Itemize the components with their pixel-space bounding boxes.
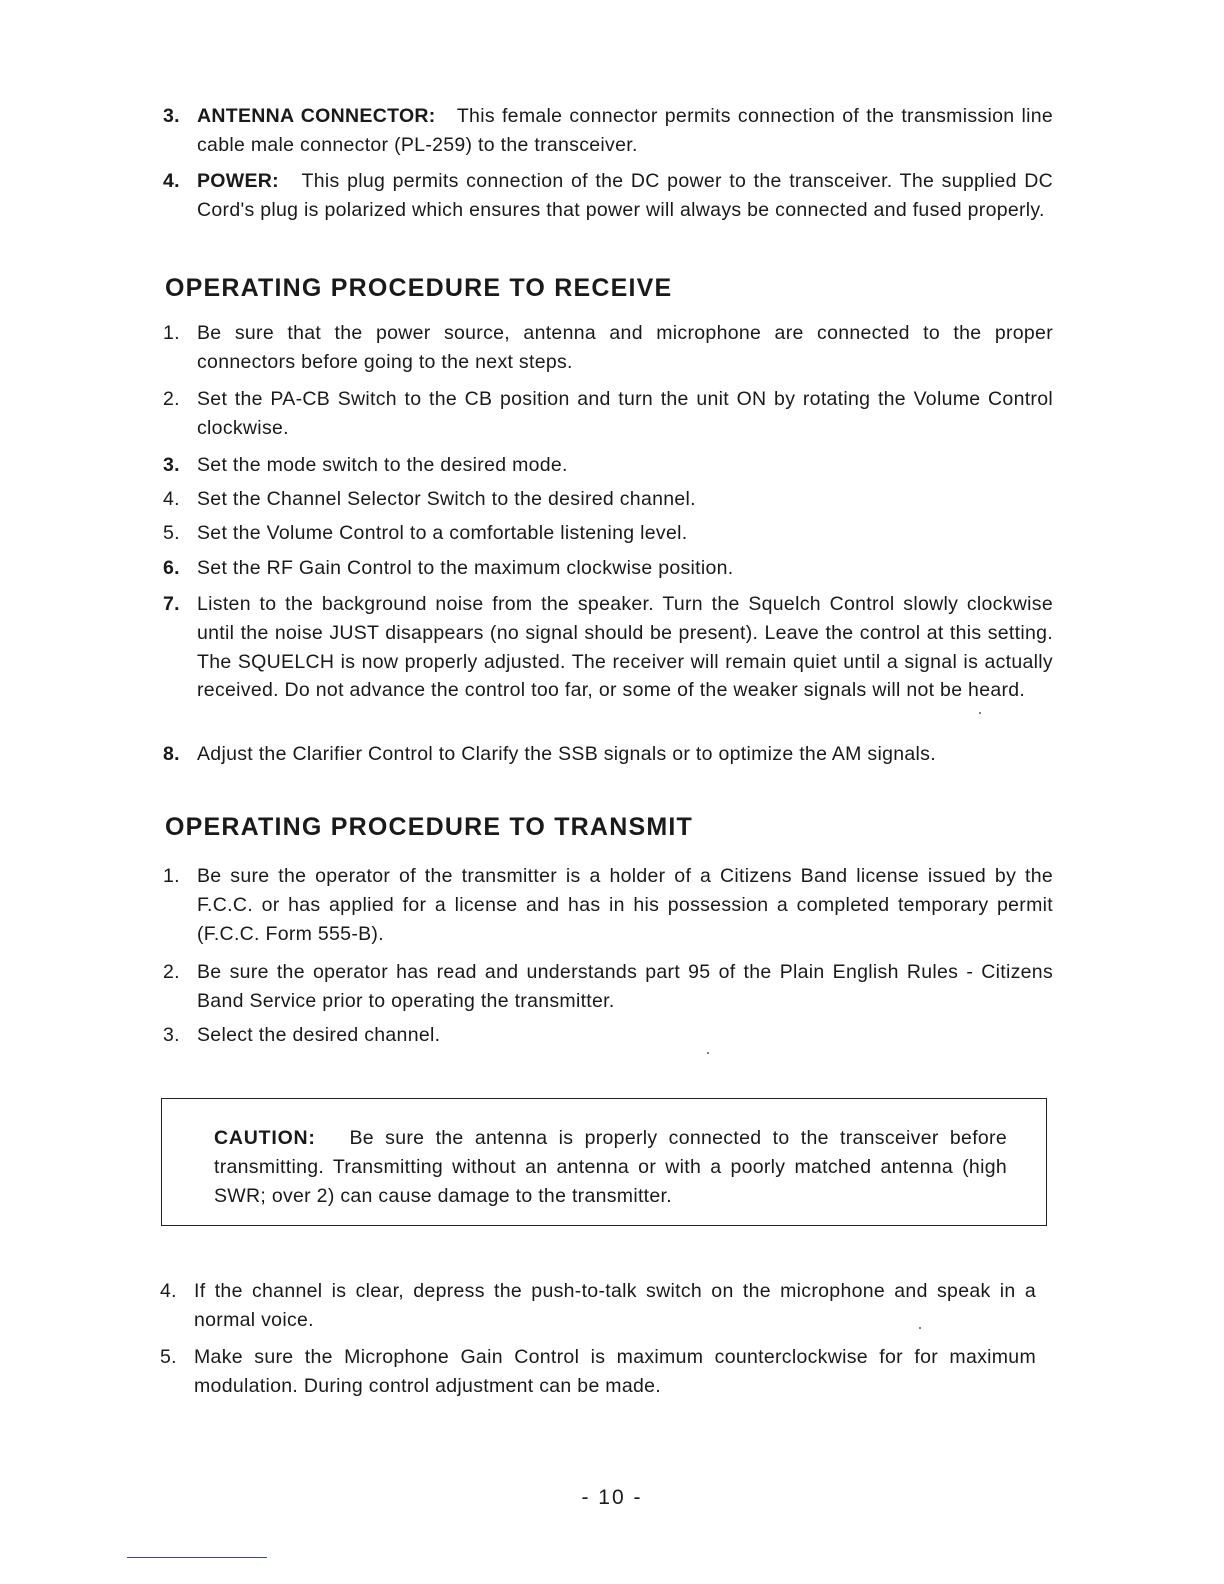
item-text: Set the Channel Selector Switch to the desired channel. (197, 488, 696, 510)
section-heading-transmit: OPERATING PROCEDURE TO TRANSMIT (165, 813, 693, 841)
page-number: - 10 - (581, 1486, 643, 1509)
list-item (163, 319, 1053, 377)
list-item (163, 1021, 1053, 1050)
item-text: Make sure the Microphone Gain Control is maximum counterclockwise for for maximum modulation. During control adjustment can be made. (194, 1346, 1036, 1397)
item-number: 5. (160, 1346, 177, 1368)
list-item (163, 385, 1053, 443)
list-item (163, 958, 1053, 1016)
item-label: ANTENNA CONNECTOR: (197, 105, 436, 127)
item-text: Select the desired channel. (197, 1024, 441, 1046)
item-label: POWER: (197, 170, 279, 192)
item-text: Adjust the Clarifier Control to Clarify the SSB signals or to optimize the AM signals. (197, 743, 936, 765)
list-item (163, 862, 1053, 948)
item-number: 7. (163, 593, 180, 615)
item-number: 3. (163, 105, 180, 127)
caution-label: CAUTION: (214, 1127, 316, 1149)
caution-box (161, 1098, 1047, 1226)
list-item (163, 102, 1053, 160)
item-text: Set the PA-CB Switch to the CB position and turn the unit ON by rotating the Volume Control clockwise. (197, 388, 1053, 439)
list-item (160, 1343, 1050, 1401)
item-text: Set the RF Gain Control to the maximum clockwise position. (197, 557, 734, 579)
scan-speck (707, 1052, 709, 1054)
item-number: 6. (163, 557, 180, 579)
item-text: Listen to the background noise from the speaker. Turn the Squelch Control slowly clockwise until the noise JUST disappears (no signal should be present). Leave the control at this setting. The SQUELCH is now properly adjusted. The receiver will remain quiet until a signal is actually received. Do not advance the control too far, or some of the weaker signals will not be heard. (197, 593, 1053, 702)
item-text: Be sure the operator has read and understands part 95 of the Plain English Rules - Citizens Band Service prior to operating the transmitter. (197, 961, 1053, 1012)
item-body (197, 102, 1053, 160)
list-item (163, 485, 1053, 514)
item-body (197, 167, 1053, 225)
item-number: 5. (163, 522, 180, 544)
list-item (163, 554, 1053, 583)
item-number: 3. (163, 1024, 180, 1046)
item-number: 4. (163, 488, 180, 510)
scan-speck (919, 1327, 921, 1329)
list-item (163, 519, 1053, 548)
item-number: 8. (163, 743, 180, 765)
list-item (163, 740, 1053, 769)
item-text: Set the Volume Control to a comfortable listening level. (197, 522, 688, 544)
caution-text: Be sure the antenna is properly connected to the transceiver before transmitting. Transmitting without an antenna or with a poorly matched antenna (high SWR; over 2) can cause damage to the transmitter. (214, 1127, 1007, 1207)
item-number: 3. (163, 454, 180, 476)
section-heading-receive: OPERATING PROCEDURE TO RECEIVE (165, 274, 673, 302)
item-number: 1. (163, 865, 180, 887)
footer-rule (127, 1557, 267, 1558)
item-number: 2. (163, 388, 180, 410)
item-text: Be sure the operator of the transmitter is a holder of a Citizens Band license issued by the F.C.C. or has applied for a license and has in his possession a completed temporary permit (F.C.C. Form 555-B). (197, 865, 1053, 945)
item-text: This female connector permits connection of the transmission line cable male connector (PL-259) to the transceiver. (197, 105, 1053, 156)
item-number: 1. (163, 322, 180, 344)
item-number: 2. (163, 961, 180, 983)
list-item (163, 590, 1053, 705)
scan-speck (979, 712, 981, 714)
item-text: This plug permits connection of the DC power to the transceiver. The supplied DC Cord's plug is polarized which ensures that power will always be connected and fused properly. (197, 170, 1053, 221)
item-text: Set the mode switch to the desired mode. (197, 454, 568, 476)
caution-text-block (214, 1124, 1007, 1210)
list-item (163, 167, 1053, 225)
list-item (160, 1277, 1050, 1335)
item-text: If the channel is clear, depress the push-to-talk switch on the microphone and speak in a normal voice. (194, 1280, 1036, 1331)
item-number: 4. (160, 1280, 177, 1302)
item-number: 4. (163, 170, 180, 192)
list-item (163, 451, 1053, 480)
item-text: Be sure that the power source, antenna and microphone are connected to the proper connectors before going to the next steps. (197, 322, 1053, 373)
